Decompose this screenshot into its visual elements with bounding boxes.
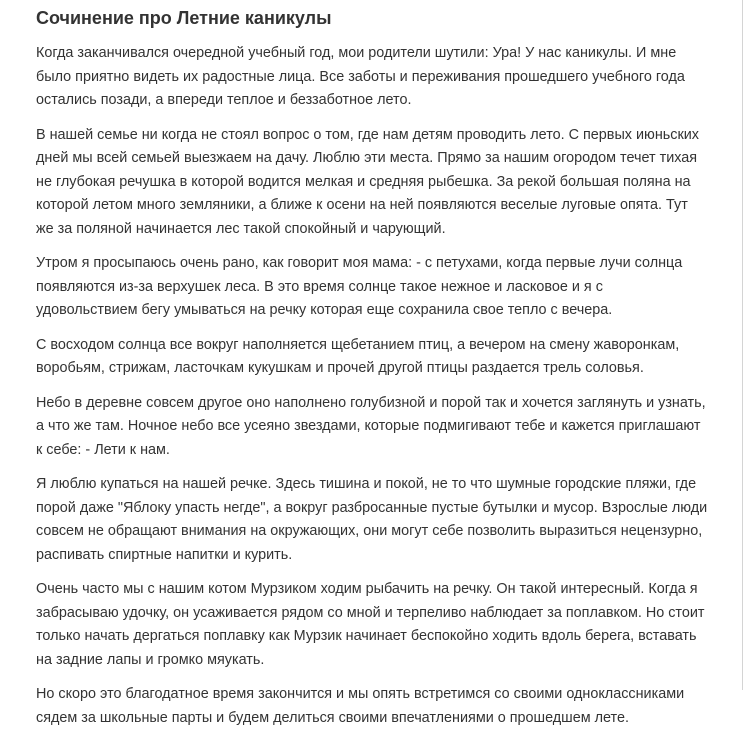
paragraph-4: С восходом солнца все вокруг наполняется щебетанием птиц, а вечером на смену жаворонкам, воробьям, стрижам, ласточкам кукушкам и прочей другой птицы раздается трель соловья. <box>36 336 680 376</box>
article-title: Сочинение про Летние каникулы <box>36 8 332 28</box>
paragraph-5: Небо в деревне совсем другое оно наполнено голубизной и порой так и хочется заглянуть и узнать, а что же там. Ночное небо все усеяно звездами, которые подмигивают тебе и кажется приглашают к себе: - Лети к нам. <box>36 394 706 458</box>
paragraph-6: Я люблю купаться на нашей речке. Здесь тишина и покой, не то что шумные городские пляжи, где порой даже "Яблоку упасть негде", а вокруг разбросанные пустые бутылки и мусор. Взрослые люди совсем не обращают внимания на окружающих, они могут себе позволить выразиться нецензурно, распивать спиртные напитки и курить. <box>36 476 708 563</box>
paragraph-8: Но скоро это благодатное время закончится и мы опять встретимся со своими одноклассниками сядем за школьные парты и будем делиться своими впечатлениями о прошедшем лете. <box>36 686 685 726</box>
paragraph-7: Очень часто мы с нашим котом Мурзиком ходим рыбачить на речку. Он такой интересный. Когда я забрасываю удочку, он усаживается рядом со мной и терпеливо наблюдает за поплавком. Но стоит только начать дергаться поплавку как Мурзик начинает беспокойно ходить вдоль берега, вставать на задние лапы и громко мяукать. <box>36 581 705 668</box>
paragraph-1: Когда заканчивался очередной учебный год, мои родители шутили: Ура! У нас каникулы. И мне было приятно видеть их радостные лица. Все заботы и переживания прошедшего учебного года остались позади, а впереди теплое и беззаботное лето. <box>36 45 685 108</box>
paragraph-2: В нашей семье ни когда не стоял вопрос о том, где нам детям проводить лето. С первых июньских дней мы всей семьей выезжаем на дачу. Люблю эти места. Прямо за нашим огородом течет тихая не глубокая речушка в которой водится мелкая и средняя рыбешка. За рекой большая поляна на которой летом много земляники, а ближе к осени на ней появляются веселые луговые опята. Тут же за поляной начинается лес такой спокойный и чарующий. <box>36 126 699 237</box>
paragraph-3: Утром я просыпаюсь очень рано, как говорит моя мама: - с петухами, когда первые лучи солнца появляются из-за верхушек леса. В это время солнце такое нежное и ласковое и я с удовольствием бегу умываться на речку которая еще сохранила свое тепло с вечера. <box>36 255 683 318</box>
article <box>36 0 708 730</box>
